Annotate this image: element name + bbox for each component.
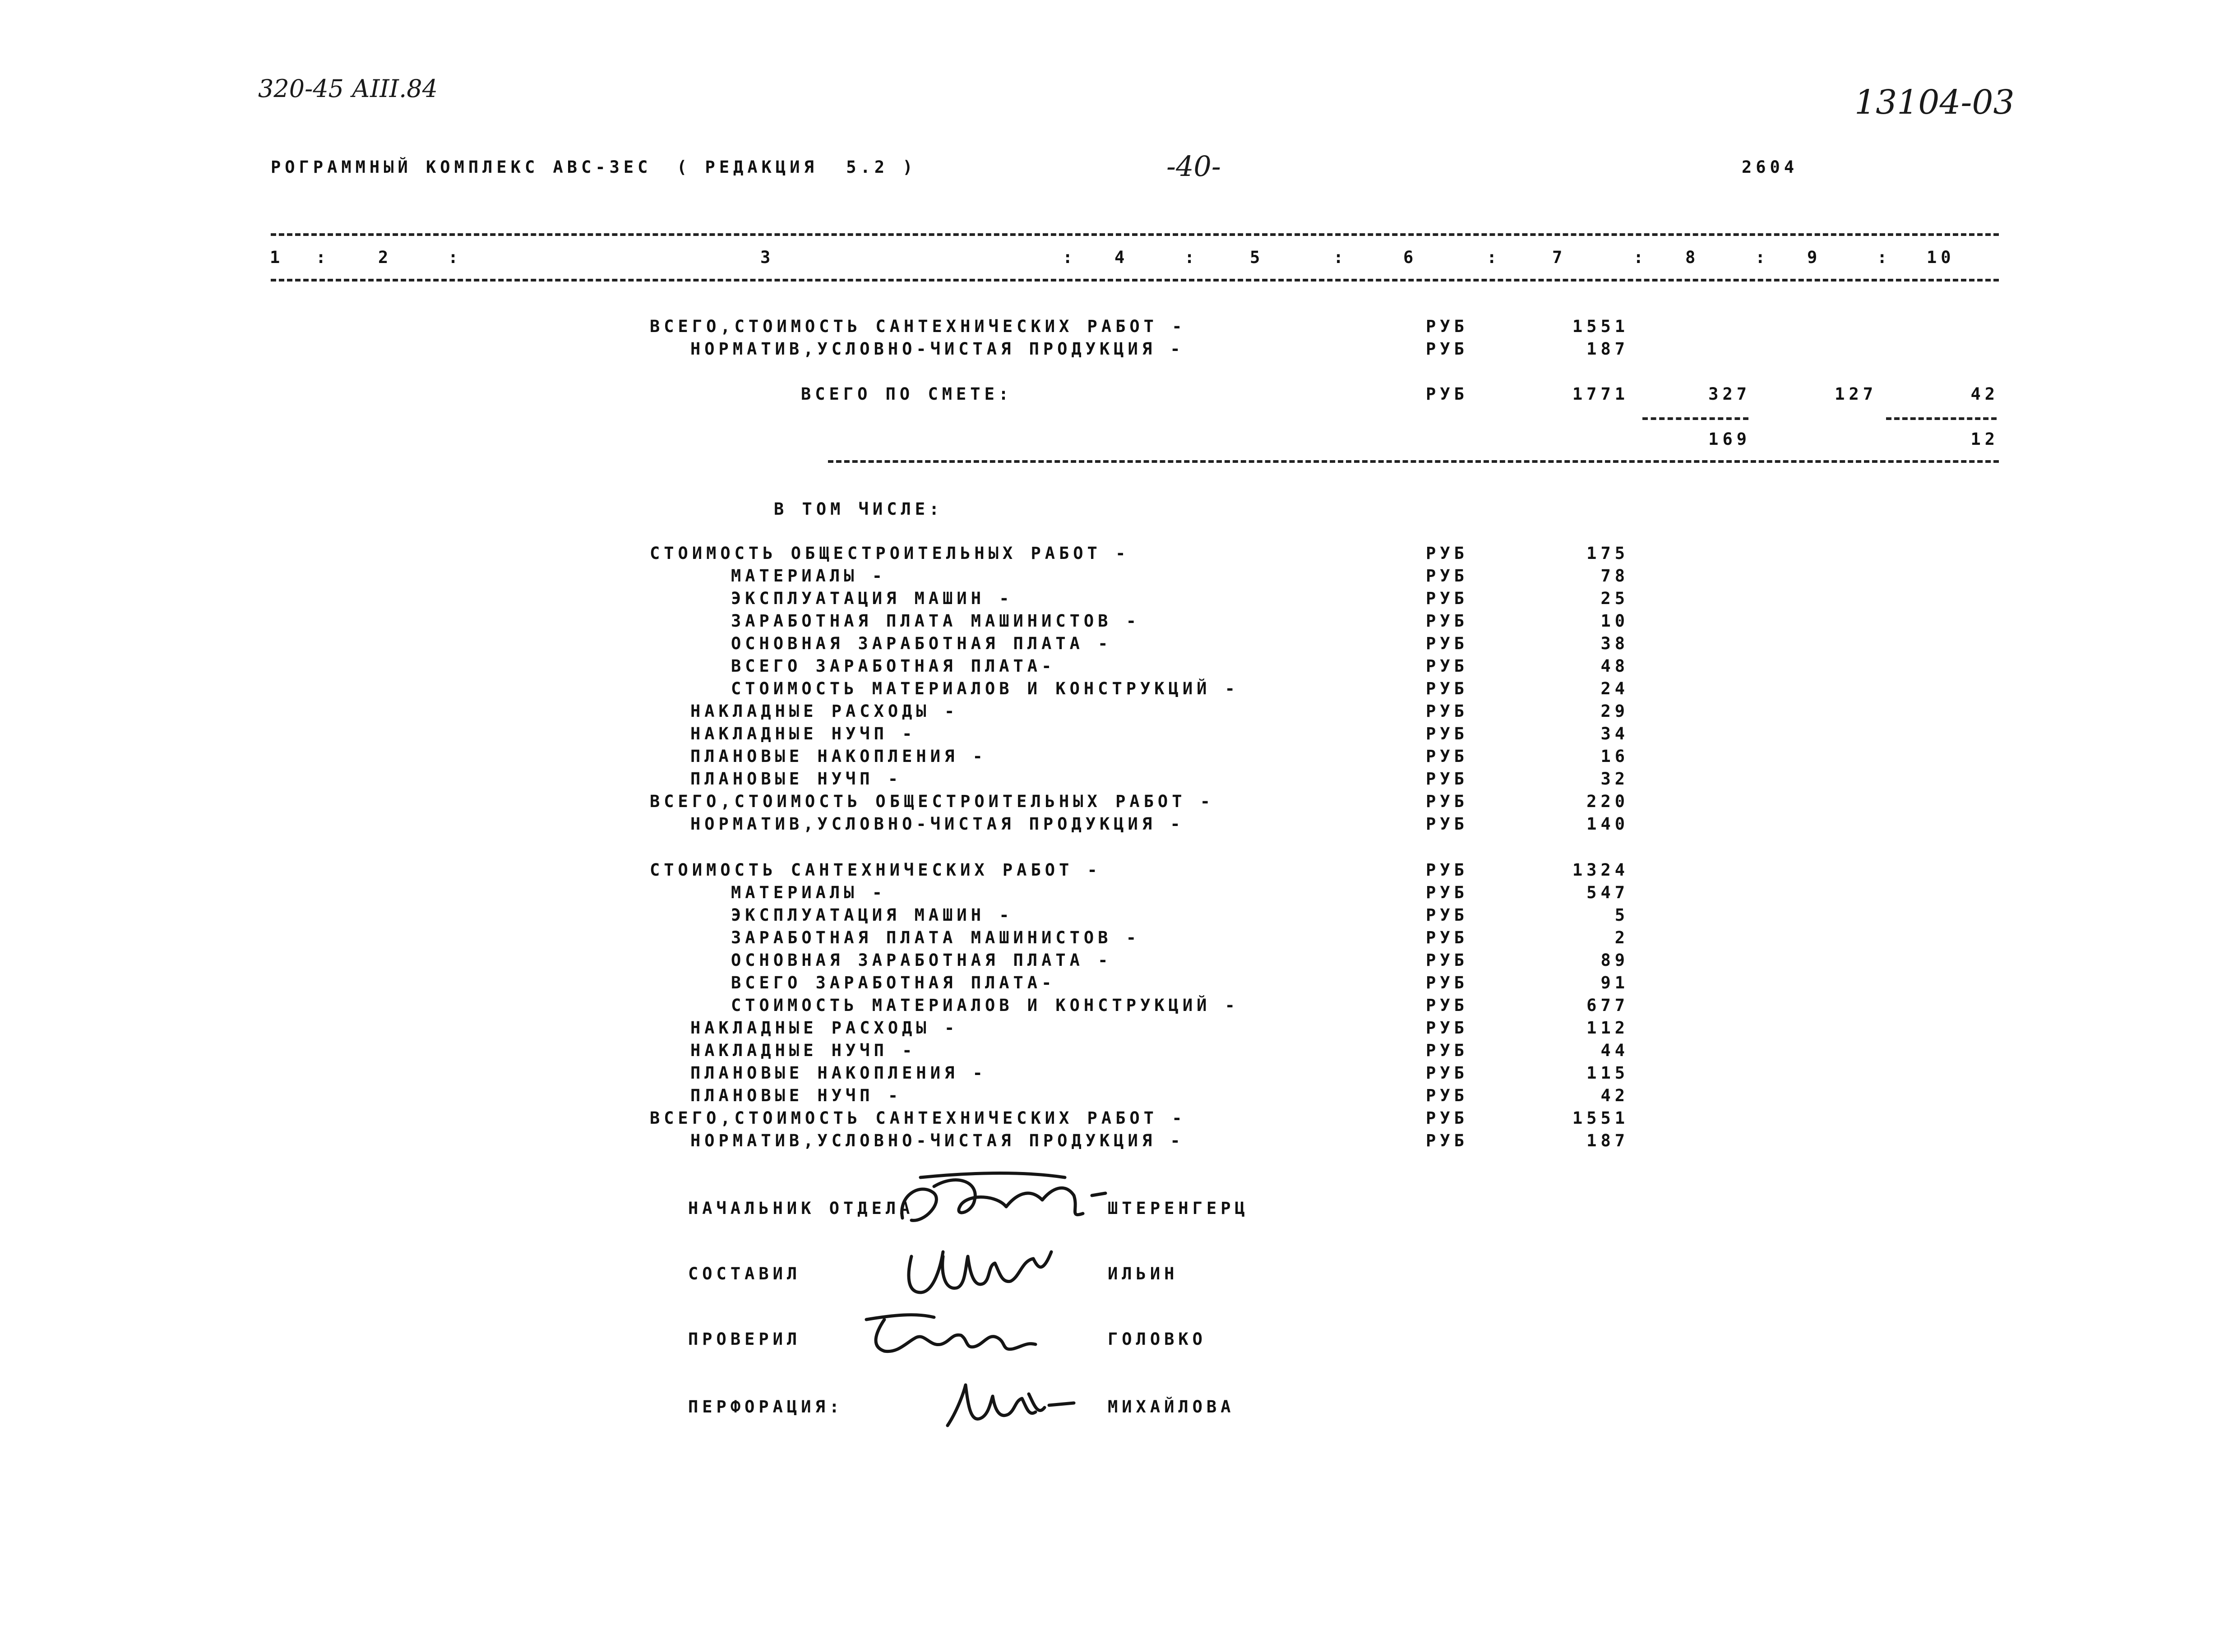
grand-total-col10-sub: 12 xyxy=(1970,429,1999,449)
general-row-unit: РУБ xyxy=(1426,747,1468,766)
general-row-value: 32 xyxy=(1600,769,1629,789)
general-row-unit: РУБ xyxy=(1426,611,1468,631)
plumbing-row-value: 5 xyxy=(1614,905,1629,925)
plumbing-row-label: СТОИМОСТЬ САНТЕХНИЧЕСКИХ РАБОТ - xyxy=(650,860,1101,880)
column-4: 4 xyxy=(1114,248,1129,267)
column-sep: : xyxy=(1063,248,1077,267)
plumbing-row-label: ЗАРАБОТНАЯ ПЛАТА МАШИНИСТОВ - xyxy=(731,928,1141,947)
plumbing-row-value: 44 xyxy=(1600,1041,1629,1060)
general-row-label: ЭКСПЛУАТАЦИЯ МАШИН - xyxy=(731,589,1013,608)
handwritten-signature xyxy=(939,1376,1083,1435)
plumbing-row-value: 2 xyxy=(1614,928,1629,947)
general-row-unit: РУБ xyxy=(1426,769,1468,789)
plumbing-row-label: ВСЕГО ЗАРАБОТНАЯ ПЛАТА- xyxy=(731,973,1056,992)
general-row-value: 29 xyxy=(1600,701,1629,721)
sheet-number-handwritten: 13104-03 xyxy=(1854,83,2015,122)
plumbing-row-value: 91 xyxy=(1600,973,1629,992)
general-row-label: ВСЕГО ЗАРАБОТНАЯ ПЛАТА- xyxy=(731,656,1056,676)
archive-code-handwritten: 320-45 АIII.84 xyxy=(258,74,438,103)
summary-unit: РУБ xyxy=(1426,317,1468,336)
column-6: 6 xyxy=(1403,248,1418,267)
signature-role: СОСТАВИЛ xyxy=(688,1264,801,1283)
general-row-unit: РУБ xyxy=(1426,544,1468,563)
col8-fraction-rule xyxy=(1642,417,1748,420)
grand-total-col10: 42 xyxy=(1970,384,1999,404)
signature-name: ГОЛОВКО xyxy=(1108,1329,1207,1349)
general-row-label: ПЛАНОВЫЕ НУЧП - xyxy=(690,769,902,789)
grand-total-col9: 127 xyxy=(1835,384,1877,404)
plumbing-row-unit: РУБ xyxy=(1426,1063,1468,1083)
general-row-unit: РУБ xyxy=(1426,724,1468,743)
plumbing-row-value: 1324 xyxy=(1572,860,1629,880)
plumbing-row-unit: РУБ xyxy=(1426,860,1468,880)
column-sep: : xyxy=(1487,248,1501,267)
summary-unit: РУБ xyxy=(1426,339,1468,359)
plumbing-row-value: 547 xyxy=(1586,883,1629,902)
plumbing-row-label: ВСЕГО,СТОИМОСТЬ САНТЕХНИЧЕСКИХ РАБОТ - xyxy=(650,1108,1186,1128)
plumbing-row-unit: РУБ xyxy=(1426,1018,1468,1038)
general-row-label: ПЛАНОВЫЕ НАКОПЛЕНИЯ - xyxy=(690,747,987,766)
general-row-value: 24 xyxy=(1600,679,1629,698)
general-row-label: ВСЕГО,СТОИМОСТЬ ОБЩЕСТРОИТЕЛЬНЫХ РАБОТ - xyxy=(650,792,1215,811)
signature-role: НАЧАЛЬНИК ОТДЕЛА xyxy=(688,1199,914,1218)
general-row-label: НАКЛАДНЫЕ НУЧП - xyxy=(690,724,916,743)
plumbing-row-unit: РУБ xyxy=(1426,928,1468,947)
general-row-label: НОРМАТИВ,УСЛОВНО-ЧИСТАЯ ПРОДУКЦИЯ - xyxy=(690,814,1184,834)
general-row-value: 140 xyxy=(1586,814,1629,834)
general-row-value: 16 xyxy=(1600,747,1629,766)
general-row-label: МАТЕРИАЛЫ - xyxy=(731,566,887,586)
column-2: 2 xyxy=(378,248,393,267)
column-sep: : xyxy=(1755,248,1770,267)
summary-rule xyxy=(828,460,1999,463)
column-sep: : xyxy=(316,248,330,267)
grand-total-col8-sub: 169 xyxy=(1708,429,1751,449)
col10-fraction-rule xyxy=(1886,417,1997,420)
plumbing-row-label: НАКЛАДНЫЕ НУЧП - xyxy=(690,1041,916,1060)
column-8: 8 xyxy=(1685,248,1700,267)
general-row-label: СТОИМОСТЬ МАТЕРИАЛОВ И КОНСТРУКЦИЙ - xyxy=(731,679,1239,698)
header-rule-top xyxy=(271,233,1999,236)
plumbing-row-label: НОРМАТИВ,УСЛОВНО-ЧИСТАЯ ПРОДУКЦИЯ - xyxy=(690,1131,1184,1150)
plumbing-row-value: 112 xyxy=(1586,1018,1629,1038)
general-row-value: 25 xyxy=(1600,589,1629,608)
plumbing-row-unit: РУБ xyxy=(1426,1108,1468,1128)
column-sep: : xyxy=(1877,248,1891,267)
general-row-label: НАКЛАДНЫЕ РАСХОДЫ - xyxy=(690,701,959,721)
general-row-value: 175 xyxy=(1586,544,1629,563)
plumbing-row-unit: РУБ xyxy=(1426,1041,1468,1060)
handwritten-signature xyxy=(893,1168,1119,1241)
summary-label: НОРМАТИВ,УСЛОВНО-ЧИСТАЯ ПРОДУКЦИЯ - xyxy=(690,339,1184,359)
general-row-unit: РУБ xyxy=(1426,701,1468,721)
general-row-value: 10 xyxy=(1600,611,1629,631)
general-row-unit: РУБ xyxy=(1426,679,1468,698)
general-row-unit: РУБ xyxy=(1426,634,1468,653)
plumbing-row-unit: РУБ xyxy=(1426,883,1468,902)
program-edition: ( РЕДАКЦИЯ 5.2 ) xyxy=(677,157,917,177)
summary-value: 1551 xyxy=(1572,317,1629,336)
signature-role: ПЕРФОРАЦИЯ: xyxy=(688,1397,844,1417)
general-row-label: ОСНОВНАЯ ЗАРАБОТНАЯ ПЛАТА - xyxy=(731,634,1112,653)
signature-name: МИХАЙЛОВА xyxy=(1108,1397,1235,1417)
program-name: РОГРАММНЫЙ КОМПЛЕКС АВС-3ЕС xyxy=(271,157,652,177)
grand-total-col8: 327 xyxy=(1708,384,1751,404)
signature-role: ПРОВЕРИЛ xyxy=(688,1329,801,1349)
plumbing-row-label: ОСНОВНАЯ ЗАРАБОТНАЯ ПЛАТА - xyxy=(731,951,1112,970)
grand-total-col7: 1771 xyxy=(1572,384,1629,404)
column-3: 3 xyxy=(760,248,775,267)
general-row-unit: РУБ xyxy=(1426,566,1468,586)
general-row-value: 34 xyxy=(1600,724,1629,743)
general-row-unit: РУБ xyxy=(1426,814,1468,834)
plumbing-row-unit: РУБ xyxy=(1426,905,1468,925)
plumbing-row-label: НАКЛАДНЫЕ РАСХОДЫ - xyxy=(690,1018,959,1038)
summary-value: 187 xyxy=(1586,339,1629,359)
signature-name: ШТЕРЕНГЕРЦ xyxy=(1108,1199,1249,1218)
plumbing-row-value: 89 xyxy=(1600,951,1629,970)
plumbing-row-value: 1551 xyxy=(1572,1108,1629,1128)
column-sep: : xyxy=(1333,248,1348,267)
handwritten-signature xyxy=(898,1238,1060,1306)
column-7: 7 xyxy=(1552,248,1567,267)
plumbing-row-unit: РУБ xyxy=(1426,996,1468,1015)
plumbing-row-unit: РУБ xyxy=(1426,973,1468,992)
plumbing-row-label: ЭКСПЛУАТАЦИЯ МАШИН - xyxy=(731,905,1013,925)
plumbing-row-unit: РУБ xyxy=(1426,1131,1468,1150)
handwritten-signature xyxy=(857,1306,1047,1365)
column-9: 9 xyxy=(1807,248,1822,267)
plumbing-row-label: СТОИМОСТЬ МАТЕРИАЛОВ И КОНСТРУКЦИЙ - xyxy=(731,996,1239,1015)
column-sep: : xyxy=(1633,248,1648,267)
general-row-unit: РУБ xyxy=(1426,589,1468,608)
general-row-value: 48 xyxy=(1600,656,1629,676)
general-row-value: 38 xyxy=(1600,634,1629,653)
general-row-value: 78 xyxy=(1600,566,1629,586)
general-row-unit: РУБ xyxy=(1426,792,1468,811)
header-rule-bottom xyxy=(271,279,1999,281)
column-sep: : xyxy=(1184,248,1199,267)
general-row-label: СТОИМОСТЬ ОБЩЕСТРОИТЕЛЬНЫХ РАБОТ - xyxy=(650,544,1130,563)
plumbing-row-value: 187 xyxy=(1586,1131,1629,1150)
grand-total-label: ВСЕГО ПО СМЕТЕ: xyxy=(801,384,1013,404)
column-1: 1 xyxy=(270,248,284,267)
column-5: 5 xyxy=(1250,248,1264,267)
plumbing-row-value: 115 xyxy=(1586,1063,1629,1083)
general-row-unit: РУБ xyxy=(1426,656,1468,676)
summary-label: ВСЕГО,СТОИМОСТЬ САНТЕХНИЧЕСКИХ РАБОТ - xyxy=(650,317,1186,336)
plumbing-row-unit: РУБ xyxy=(1426,951,1468,970)
page-number: -40- xyxy=(1166,150,1221,183)
plumbing-row-value: 42 xyxy=(1600,1086,1629,1105)
general-row-label: ЗАРАБОТНАЯ ПЛАТА МАШИНИСТОВ - xyxy=(731,611,1141,631)
signature-name: ИЛЬИН xyxy=(1108,1264,1179,1283)
plumbing-row-value: 677 xyxy=(1586,996,1629,1015)
including-label: В ТОМ ЧИСЛЕ: xyxy=(774,499,943,519)
document-code: 2604 xyxy=(1742,157,1799,177)
general-row-value: 220 xyxy=(1586,792,1629,811)
grand-total-unit: РУБ xyxy=(1426,384,1468,404)
column-sep: : xyxy=(448,248,462,267)
column-10: 10 xyxy=(1927,248,1955,267)
plumbing-row-label: ПЛАНОВЫЕ НУЧП - xyxy=(690,1086,902,1105)
plumbing-row-label: МАТЕРИАЛЫ - xyxy=(731,883,887,902)
plumbing-row-unit: РУБ xyxy=(1426,1086,1468,1105)
plumbing-row-label: ПЛАНОВЫЕ НАКОПЛЕНИЯ - xyxy=(690,1063,987,1083)
